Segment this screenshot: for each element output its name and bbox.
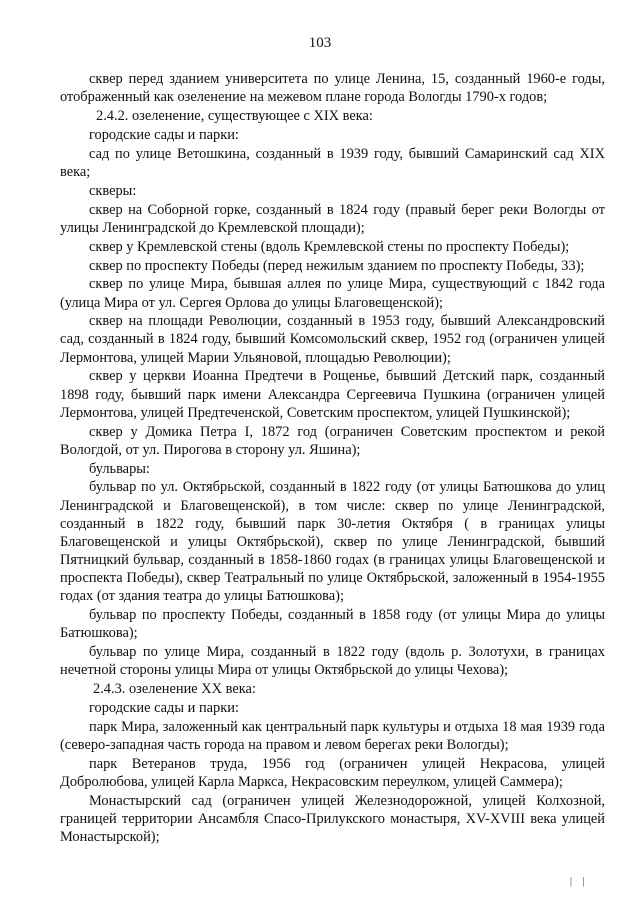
section-heading-2-4-2: 2.4.2. озеленение, существующее с XIX века:: [96, 107, 373, 124]
paragraph-mira-park: парк Мира, заложенный как центральный парк культуры и отдыха 18 мая 1939 года (северо-западная часть города на правом и левом берегах реки Вологды);: [60, 718, 605, 753]
paragraph-mira-boulevard: бульвар по улице Мира, созданный в 1822 году (вдоль р. Золотухи, в границах нечетной стороны улицы Мира от улицы Октябрьской до улицы Чехова);: [60, 643, 605, 678]
paragraph-mira-street-square: сквер по улице Мира, бывшая аллея по улице Мира, существующий с 1842 года (улица Мира от ул. Сергея Орлова до улицы Благовещенской);: [60, 276, 605, 311]
subheading-squares: скверы:: [89, 182, 137, 199]
document-body: [60, 70, 605, 847]
paragraph-pobedy-prospekt-square: сквер по проспекту Победы (перед нежилым зданием по проспекту Победы, 33);: [89, 257, 585, 274]
paragraph-vetoshkina-garden: сад по улице Ветошкина, созданный в 1939 году, бывший Самаринский сад XIX века;: [60, 145, 605, 180]
paragraph-veterans-park: парк Ветеранов труда, 1956 год (ограничен улицей Некрасова, улицей Добролюбова, улицей Карла Маркса, Некрасовским переулком, улицей Саммера);: [60, 755, 605, 790]
subheading-gardens-parks: городские сады и парки:: [89, 126, 239, 143]
paragraph-revolution-square: сквер на площади Революции, созданный в 1953 году, бывший Александровский сад, созданный в 1824 году, бывший Комсомольский сквер, 1952 год (ограничен улицей Лермонтова, улицей Марии Ульяновой, площадью Революции);: [60, 313, 605, 366]
paragraph-church-square: сквер у церкви Иоанна Предтечи в Рощенье, бывший Детский парк, созданный 1898 году, бывший парк имени Александра Сергеевича Пушкина (ограничен улицей Лермонтова, улицей Предтеченской, Советским проспектом, улицей Пушкинской);: [60, 368, 605, 421]
paragraph-university-square: сквер перед зданием университета по улице Ленина, 15, созданный 1960-е годы, отображенный как озеленение на межевом плане города Вологды 1790-х годов;: [60, 71, 605, 106]
subheading-gardens-parks-xx: городские сады и парки:: [89, 699, 239, 716]
subheading-boulevards: бульвары:: [89, 460, 150, 477]
paragraph-monastery-garden: Монастырский сад (ограничен улицей Железнодорожной, улицей Колхозной, границей территории Ансамбля Спасо-Прилукского монастыря, XV-XVIII века улицей Монастырской);: [60, 792, 605, 845]
paragraph-sobornaya-gorka: сквер на Соборной горке, созданный в 1824 году (правый берег реки Вологды от улицы Ленинградской до Кремлевской площади);: [60, 201, 605, 236]
page-number: 103: [308, 35, 332, 51]
paragraph-peter-house-square: сквер у Домика Петра I, 1872 год (ограничен Советским проспектом и рекой Вологдой, от ул. Пирогова в сторону ул. Яшина);: [60, 423, 605, 458]
section-heading-2-4-3: 2.4.3. озеленение XX века:: [93, 680, 256, 697]
paragraph-kremlin-wall: сквер у Кремлевской стены (вдоль Кремлевской стены по проспекту Победы);: [89, 238, 570, 255]
paragraph-pobedy-boulevard: бульвар по проспекту Победы, созданный в 1858 году (от улицы Мира до улицы Батюшкова);: [60, 606, 605, 641]
paragraph-oktyabrskaya-boulevard: бульвар по ул. Октябрьской, созданный в 1822 году (от улицы Батюшкова до улиц Ленинградской и Благовещенской), в том числе: сквер по улице Ленинградской, созданный в 1822 году, бывший парк 30-летия Октября ( в границах улицы Благовещенской и улицы Октябрьской), сквер по улице Ленинградской, бывший Пятницкий бульвар, созданный в 1858-1860 годах (в границах улицы Благовещенской и проспекта Победы), сквер Театральный по улице Октябрьской, заложенный в 1954-1955 годах (от здания театра до улицы Батюшкова);: [60, 479, 605, 604]
footer-marks: | |: [570, 876, 589, 887]
